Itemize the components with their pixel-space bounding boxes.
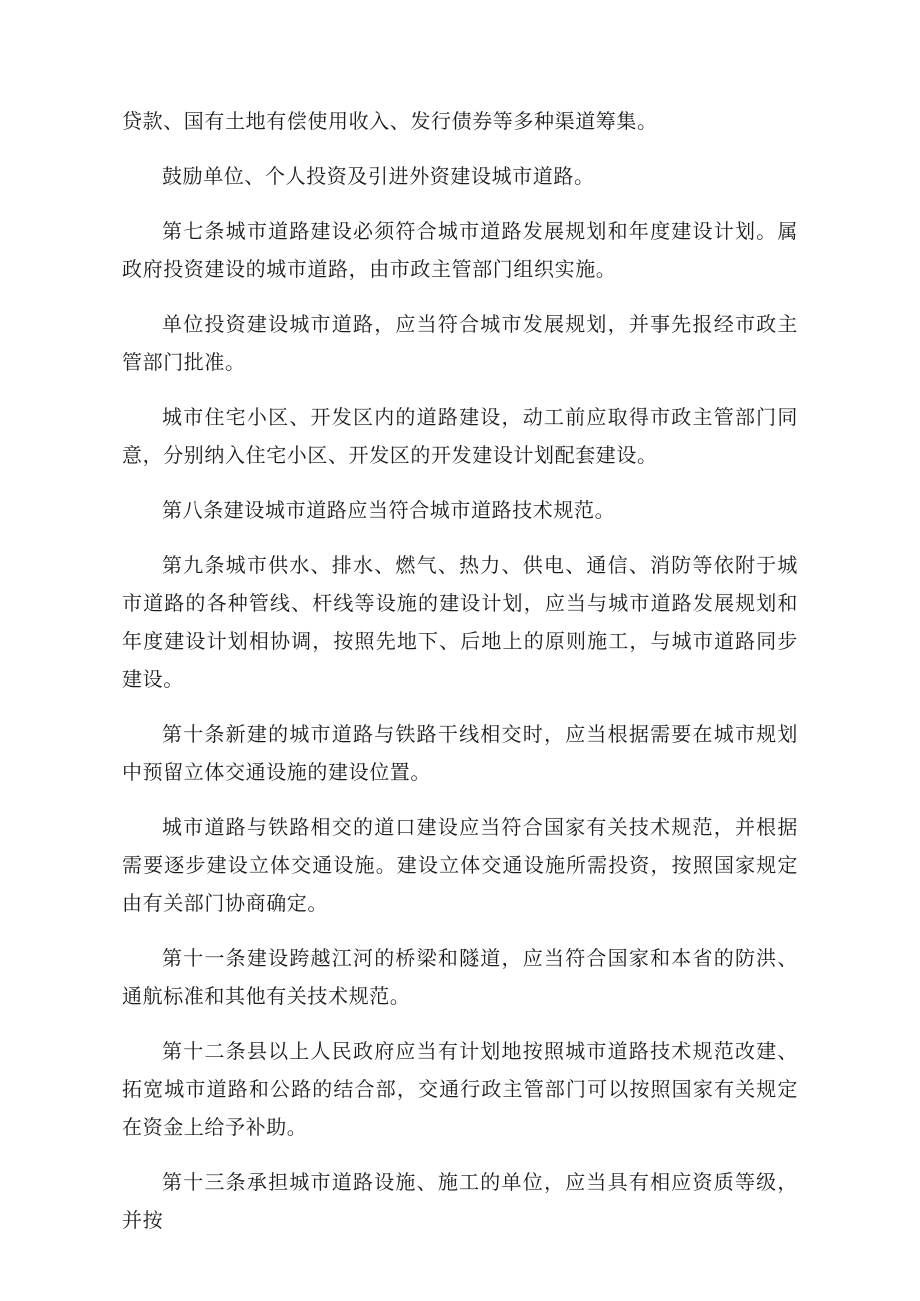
paragraph-continuation: 贷款、国有土地有偿使用收入、发行债券等多种渠道筹集。 bbox=[122, 109, 658, 133]
paragraph-article-12: 第十二条县以上人民政府应当有计划地按照城市道路技术规范改建、拓宽城市道路和公路的结合部，交通行政主管部门可以按照国家有关规定在资金上给予补助。 bbox=[122, 1039, 798, 1139]
paragraph-article-10: 第十条新建的城市道路与铁路干线相交时，应当根据需要在城市规划中预留立体交通设施的建设位置。 bbox=[122, 722, 798, 784]
paragraph-article-13: 第十三条承担城市道路设施、施工的单位，应当具有相应资质等级，并按 bbox=[122, 1170, 798, 1232]
paragraph-railway-crossing: 城市道路与铁路相交的道口建设应当符合国家有关技术规范，并根据需要逐步建设立体交通设施。建设立体交通设施所需投资，按照国家规定由有关部门协商确定。 bbox=[122, 815, 798, 915]
paragraph-article-9: 第九条城市供水、排水、燃气、热力、供电、通信、消防等依附于城市道路的各种管线、杆线等设施的建设计划，应当与城市道路发展规划和年度建设计划相协调，按照先地下、后地上的原则施工，与城市道路同步建设。 bbox=[122, 553, 798, 691]
paragraph-residential-roads: 城市住宅小区、开发区内的道路建设，动工前应取得市政主管部门同意，分别纳入住宅小区、开发区的开发建设计划配套建设。 bbox=[122, 405, 798, 467]
paragraph-unit-investment: 单位投资建设城市道路，应当符合城市发展规划，并事先报经市政主管部门批准。 bbox=[122, 312, 798, 374]
paragraph-article-8: 第八条建设城市道路应当符合城市道路技术规范。 bbox=[162, 498, 616, 522]
paragraph-article-7: 第七条城市道路建设必须符合城市道路发展规划和年度建设计划。属政府投资建设的城市道路，由市政主管部门组织实施。 bbox=[122, 219, 798, 281]
document-body bbox=[122, 102, 798, 1256]
paragraph-encourage-investment: 鼓励单位、个人投资及引进外资建设城市道路。 bbox=[162, 164, 595, 188]
paragraph-article-11: 第十一条建设跨越江河的桥梁和隧道，应当符合国家和本省的防洪、通航标准和其他有关技术规范。 bbox=[122, 946, 798, 1008]
